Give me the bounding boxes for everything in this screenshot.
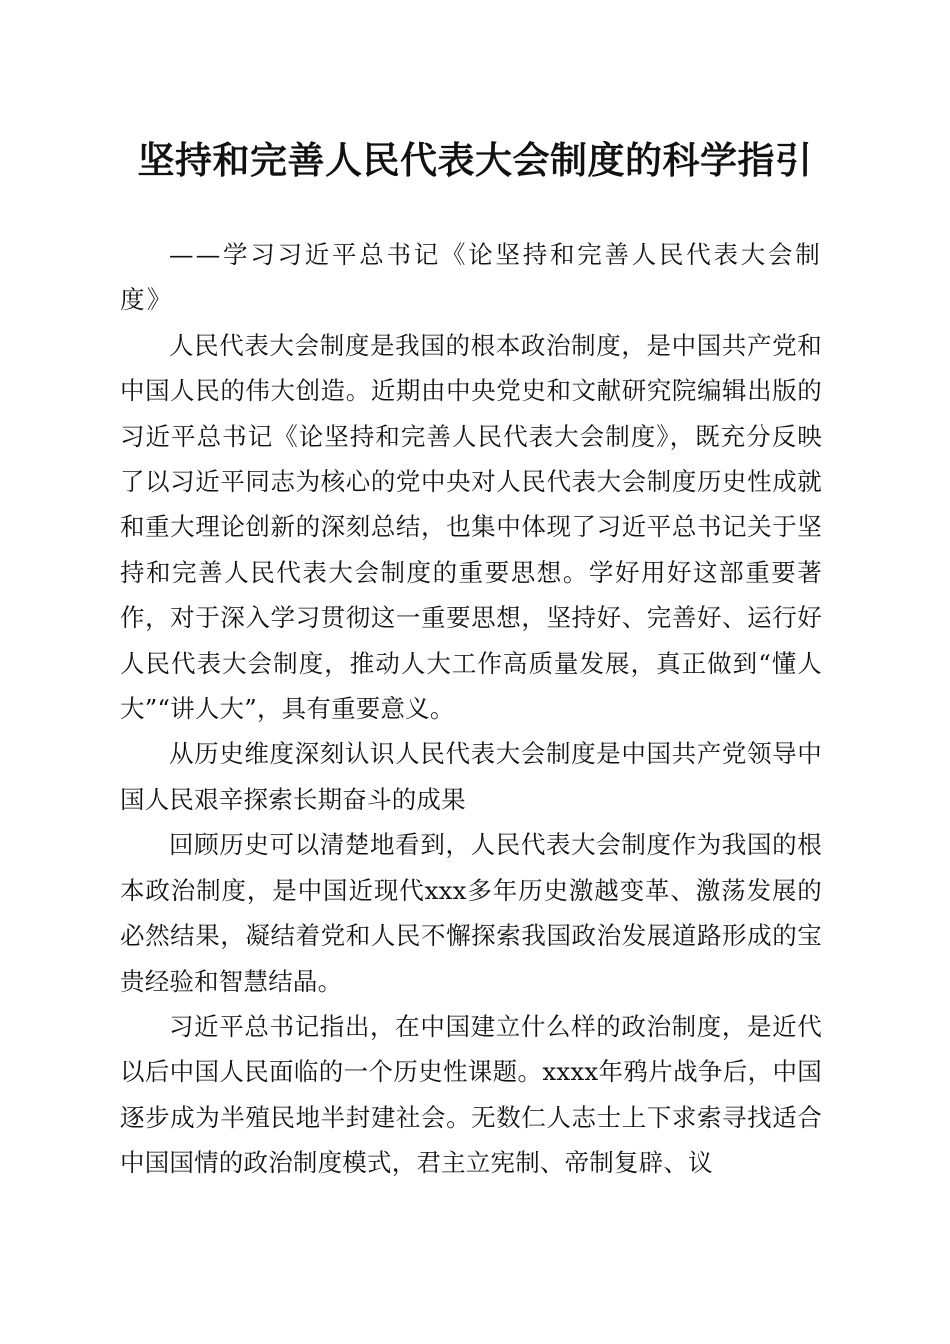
document-subtitle: ——学习习近平总书记《论坚持和完善人民代表大会制度》 <box>120 240 822 315</box>
document-title: 坚持和完善人民代表大会制度的科学指引 <box>137 138 813 182</box>
paragraph-xi-quote: 习近平总书记指出，在中国建立什么样的政治制度，是近代以后中国人民面临的一个历史性课题。xxxx年鸦片战争后，中国逐步成为半殖民地半封建社会。无数仁人志士上下求索寻找适合中国国情的政治制度模式，君主立宪制、帝制复辟、议 <box>120 1011 822 1178</box>
paragraph-intro: 人民代表大会制度是我国的根本政治制度，是中国共产党和中国人民的伟大创造。近期由中央党史和文献研究院编辑出版的习近平总书记《论坚持和完善人民代表大会制度》，既充分反映了以习近平同志为核心的党中央对人民代表大会制度历史性成就和重大理论创新的深刻总结，也集中体现了习近平总书记关于坚持和完善人民代表大会制度的重要思想。学好用好这部重要著作，对于深入学习贯彻这一重要思想，坚持好、完善好、运行好人民代表大会制度，推动人大工作高质量发展，真正做到“懂人大”“讲人大”，具有重要意义。 <box>120 330 822 724</box>
document-body <box>120 232 822 1186</box>
section-heading-history: 从历史维度深刻认识人民代表大会制度是中国共产党领导中国人民艰辛探索长期奋斗的成果 <box>120 739 822 814</box>
paragraph-history-review: 回顾历史可以清楚地看到，人民代表大会制度作为我国的根本政治制度，是中国近现代xxx多年历史激越变革、激荡发展的必然结果，凝结着党和人民不懈探索我国政治发展道路形成的宝贵经验和智慧结晶。 <box>120 830 822 996</box>
